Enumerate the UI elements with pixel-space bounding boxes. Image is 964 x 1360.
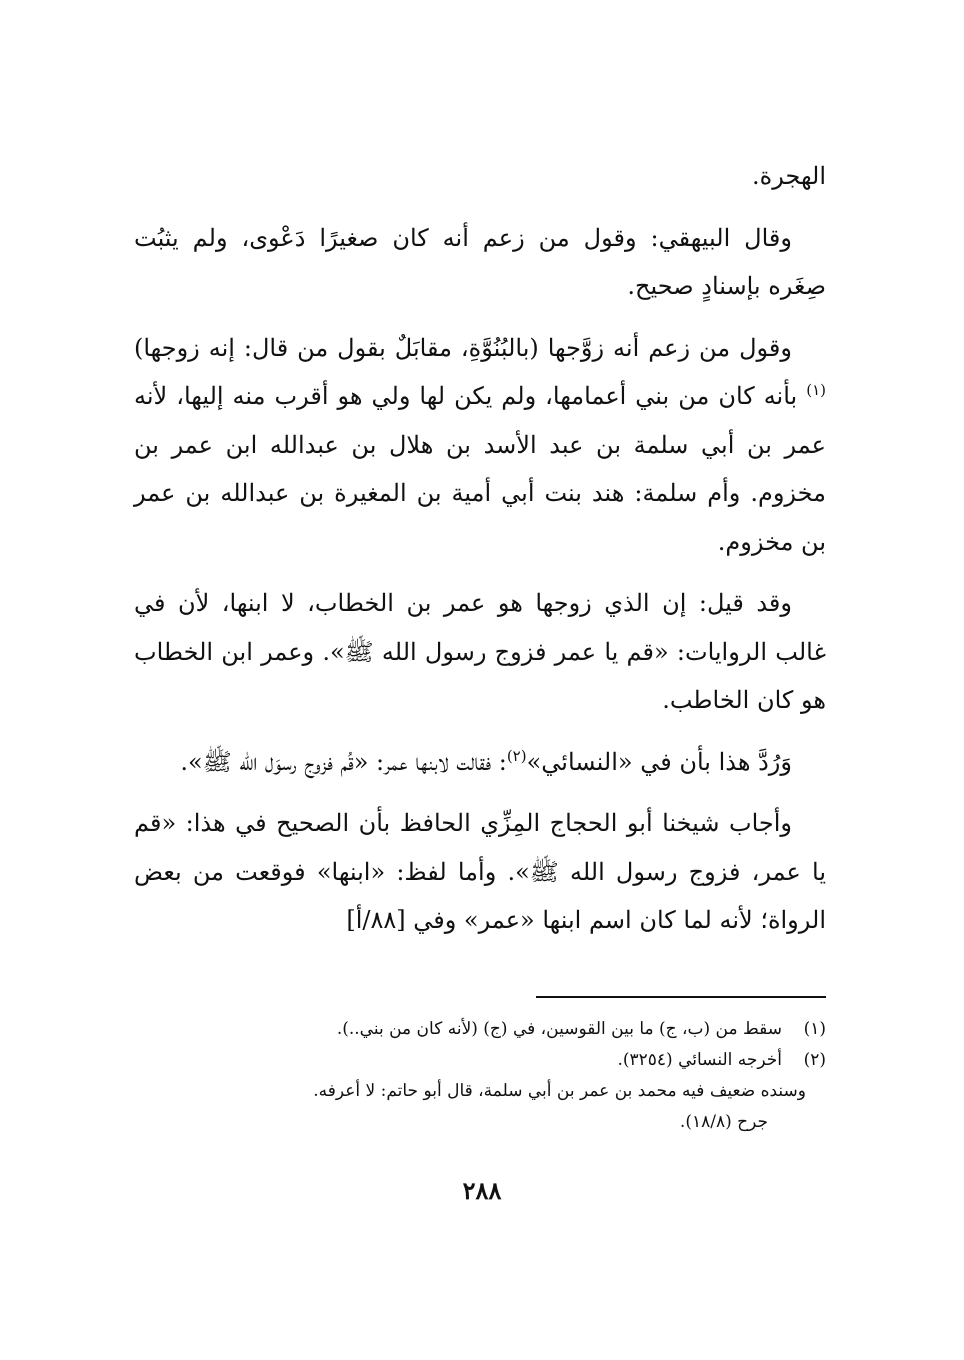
footnote-ref-2: (٢) bbox=[506, 746, 527, 765]
footnote-2-continuation: وسنده ضعيف فيه محمد بن عمر بن أبي سلمة، قال أبو حاتم: لا أعرفه. bbox=[313, 1081, 806, 1101]
footnote-1-number: (١) bbox=[803, 1019, 826, 1039]
paragraph-2-part-b: بأنه كان من بني أعمامها، ولم يكن لها ولي هو أقرب منه إليها، لأنه عمر بن أبي سلمة بن عبد الأسد بن هلال بن عبدالله ابن عمر بن مخزوم. وأم سلمة: هند بنت أبي أمية بن المغيرة بن عبدالله بن عمر بن مخزوم. bbox=[134, 382, 826, 556]
footnote-2-text: أخرجه النسائي (٣٢٥٤). bbox=[617, 1050, 782, 1070]
main-text bbox=[134, 152, 826, 958]
footnote-ref-1: (١) bbox=[806, 381, 826, 399]
footnote-1-text: سقط من (ب، ج) ما بين القوسين، في (ج) (لأنه كان من بني..). bbox=[336, 1019, 782, 1039]
paragraph-1: وقال البيهقي: وقول من زعم أنه كان صغيرًا دَعْوى، ولم يثبُت صِغَره بإسنادٍ صحيح. bbox=[134, 223, 826, 300]
paragraph-0: الهجرة. bbox=[752, 162, 826, 190]
paragraph-3: وقد قيل: إن الذي زوجها هو عمر بن الخطاب، لا ابنها، لأن في غالب الروايات: «قم يا عمر فزوج رسول الله ﷺ». وعمر ابن الخطاب هو كان الخاطب. bbox=[134, 589, 826, 714]
footnote-divider bbox=[536, 996, 826, 998]
footnote-2 bbox=[134, 1045, 826, 1076]
footnotes bbox=[134, 1014, 826, 1138]
paragraph-4 bbox=[134, 738, 826, 787]
paragraph-4-part-b: : فقالت لابنها عمر: «قُم فزوج رسوَل الله ﷺ». bbox=[180, 747, 507, 776]
footnote-2-number: (٢) bbox=[803, 1050, 826, 1070]
footnote-1 bbox=[134, 1014, 826, 1045]
paragraph-5: وأجاب شيخنا أبو الحجاج المِزِّي الحافظ بأن الصحيح في هذا: «قم يا عمر، فزوج رسول الله ﷺ». وأما لفظ: «ابنها» فوقعت من بعض الرواة؛ لأنه لما كان اسم ابنها «عمر» وفي [٨٨/أ] bbox=[134, 809, 827, 934]
paragraph-2-part-a: وقول من زعم أنه زوَّجها (بالبُنُوَّةِ، مقابَلٌ بقول من قال: إنه زوجها) bbox=[134, 333, 792, 362]
page-number: ٢٨٨ bbox=[462, 1176, 502, 1205]
paragraph-2 bbox=[134, 324, 826, 567]
footnote-2-continuation-2: جرح (١٨/٨). bbox=[679, 1112, 768, 1132]
paragraph-4-part-a: وَرُدَّ هذا بأن في «النسائي» bbox=[526, 747, 792, 776]
